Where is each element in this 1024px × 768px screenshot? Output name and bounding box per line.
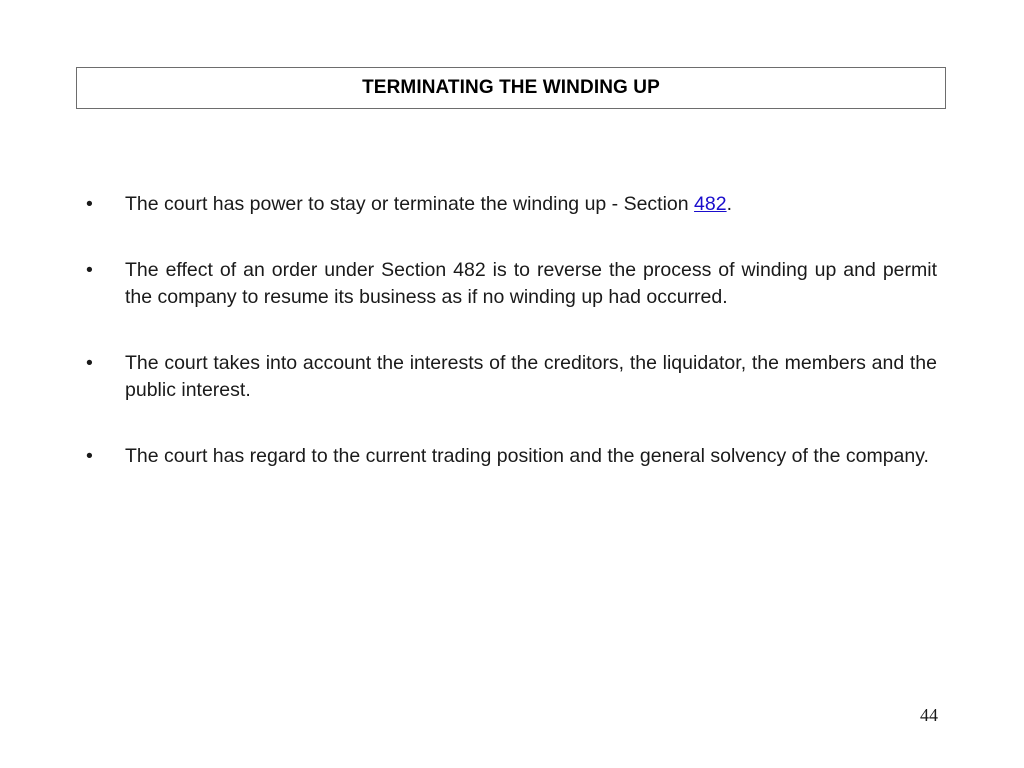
bullet-marker: • — [86, 193, 93, 215]
bullet-item-4 — [86, 443, 937, 470]
bullet-text: The effect of an order under Section 482 is to reverse the process of winding up and permit the company to resume its business as if no winding up had occurred. — [125, 259, 937, 308]
section-482-link[interactable]: 482 — [694, 193, 727, 215]
slide-title: TERMINATING THE WINDING UP — [362, 77, 660, 98]
bullet-marker: • — [86, 259, 93, 281]
bullet-text-prefix: The court has power to stay or terminate the winding up - Section — [125, 193, 695, 215]
slide-title-box — [76, 67, 946, 109]
bullet-marker: • — [86, 352, 93, 374]
bullet-item-1 — [86, 191, 937, 218]
bullet-item-2 — [86, 257, 937, 311]
bullet-marker: • — [86, 445, 93, 467]
bullet-text: The court has regard to the current trading position and the general solvency of the company. — [125, 445, 929, 467]
bullet-text — [125, 191, 937, 218]
bullet-item-3 — [86, 350, 937, 404]
bullet-text: The court takes into account the interests of the creditors, the liquidator, the members and the public interest. — [125, 352, 937, 401]
bullet-list — [86, 191, 937, 509]
bullet-text-suffix: . — [726, 193, 733, 215]
page-number: 44 — [920, 705, 938, 725]
